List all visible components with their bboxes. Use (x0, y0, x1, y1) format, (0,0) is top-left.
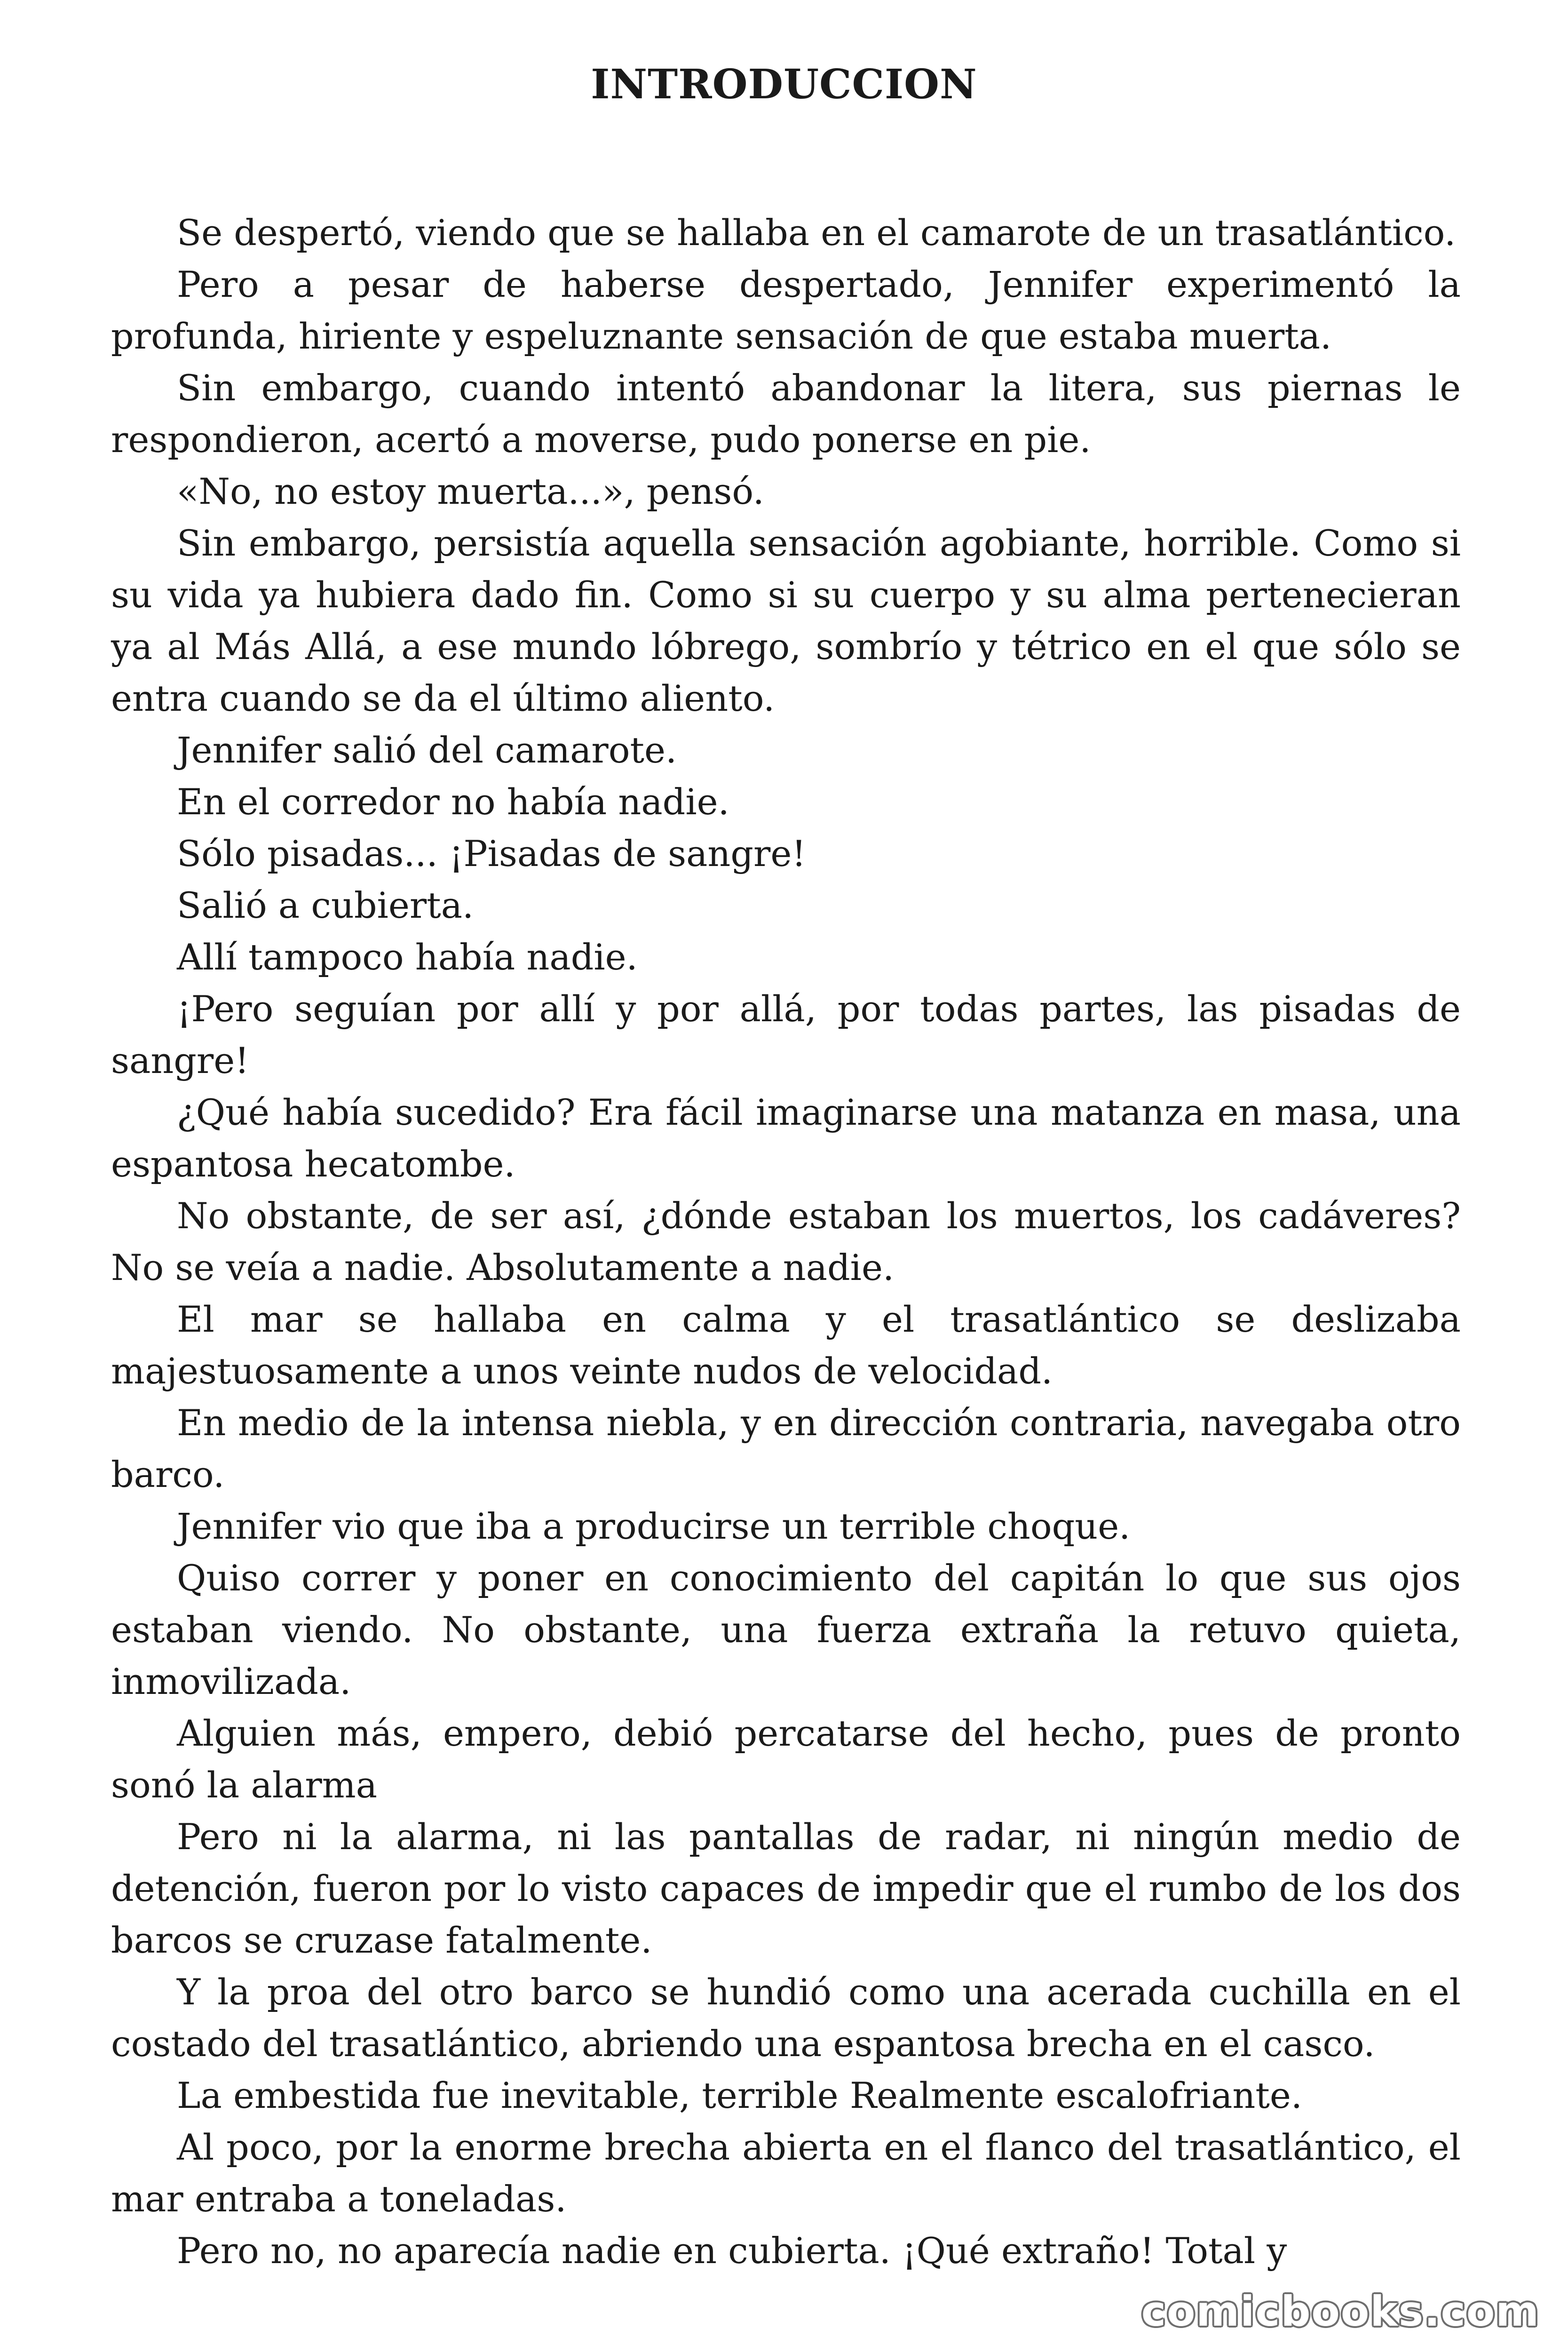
paragraph: El mar se hallaba en calma y el trasatlántico se deslizaba majestuosamente a unos veinte nudos de velocidad. (111, 1298, 1461, 1392)
paragraph: ¡Pero seguían por allí y por allá, por todas partes, las pisadas de sangre! (111, 988, 1461, 1081)
chapter-body (111, 207, 1461, 2277)
paragraph: ¿Qué había sucedido? Era fácil imaginarse una matanza en masa, una espantosa hecatombe. (111, 1091, 1461, 1185)
paragraph: «No, no estoy muerta...», pensó. (177, 470, 764, 512)
paragraph: Al poco, por la enorme brecha abierta en el flanco del trasatlántico, el mar entraba a toneladas. (111, 2126, 1461, 2220)
paragraph: Pero no, no aparecía nadie en cubierta. ¡Qué extraño! Total y (177, 2230, 1287, 2272)
paragraph: Jennifer vio que iba a producirse un terrible choque. (177, 1505, 1131, 1547)
paragraph: Y la proa del otro barco se hundió como una acerada cuchilla en el costado del trasatlántico, abriendo una espantosa brecha en el casco. (111, 1971, 1461, 2065)
paragraph: Sin embargo, persistía aquella sensación agobiante, horrible. Como si su vida ya hubiera dado fin. Como si su cuerpo y su alma pertenecieran ya al Más Allá, a ese mundo lóbrego, sombrío y tétrico en el que sólo se entra cuando se da el último aliento. (111, 522, 1461, 719)
watermark-text: comicbooks.com (1141, 2287, 1540, 2336)
paragraph: Jennifer salió del camarote. (177, 729, 677, 771)
paragraph: Pero ni la alarma, ni las pantallas de radar, ni ningún medio de detención, fueron por lo visto capaces de impedir que el rumbo de los dos barcos se cruzase fatalmente. (111, 1816, 1461, 1961)
paragraph: Alguien más, empero, debió percatarse del hecho, pues de pronto sonó la alarma (111, 1712, 1461, 1806)
paragraph: Quiso correr y poner en conocimiento del capitán lo que sus ojos estaban viendo. No obstante, una fuerza extraña la retuvo quieta, inmovilizada. (111, 1557, 1461, 1702)
paragraph: Sólo pisadas... ¡Pisadas de sangre! (177, 833, 806, 874)
paragraph: En medio de la intensa niebla, y en dirección contraria, navegaba otro barco. (111, 1402, 1461, 1495)
paragraph: No obstante, de ser así, ¿dónde estaban los muertos, los cadáveres? No se veía a nadie. Absolutamente a nadie. (111, 1195, 1461, 1288)
paragraph: En el corredor no había nadie. (177, 781, 729, 823)
paragraph: Sin embargo, cuando intentó abandonar la litera, sus piernas le respondieron, acertó a moverse, pudo ponerse en pie. (111, 367, 1461, 461)
paragraph: Salió a cubierta. (177, 884, 474, 926)
chapter-title: INTRODUCCION (591, 61, 977, 108)
paragraph: Se despertó, viendo que se hallaba en el camarote de un trasatlántico. (177, 212, 1456, 254)
paragraph: Allí tampoco había nadie. (177, 936, 638, 978)
paragraph: La embestida fue inevitable, terrible Realmente escalofriante. (177, 2074, 1303, 2116)
paragraph: Pero a pesar de haberse despertado, Jennifer experimentó la profunda, hiriente y espeluznante sensación de que estaba muerta. (111, 263, 1461, 357)
